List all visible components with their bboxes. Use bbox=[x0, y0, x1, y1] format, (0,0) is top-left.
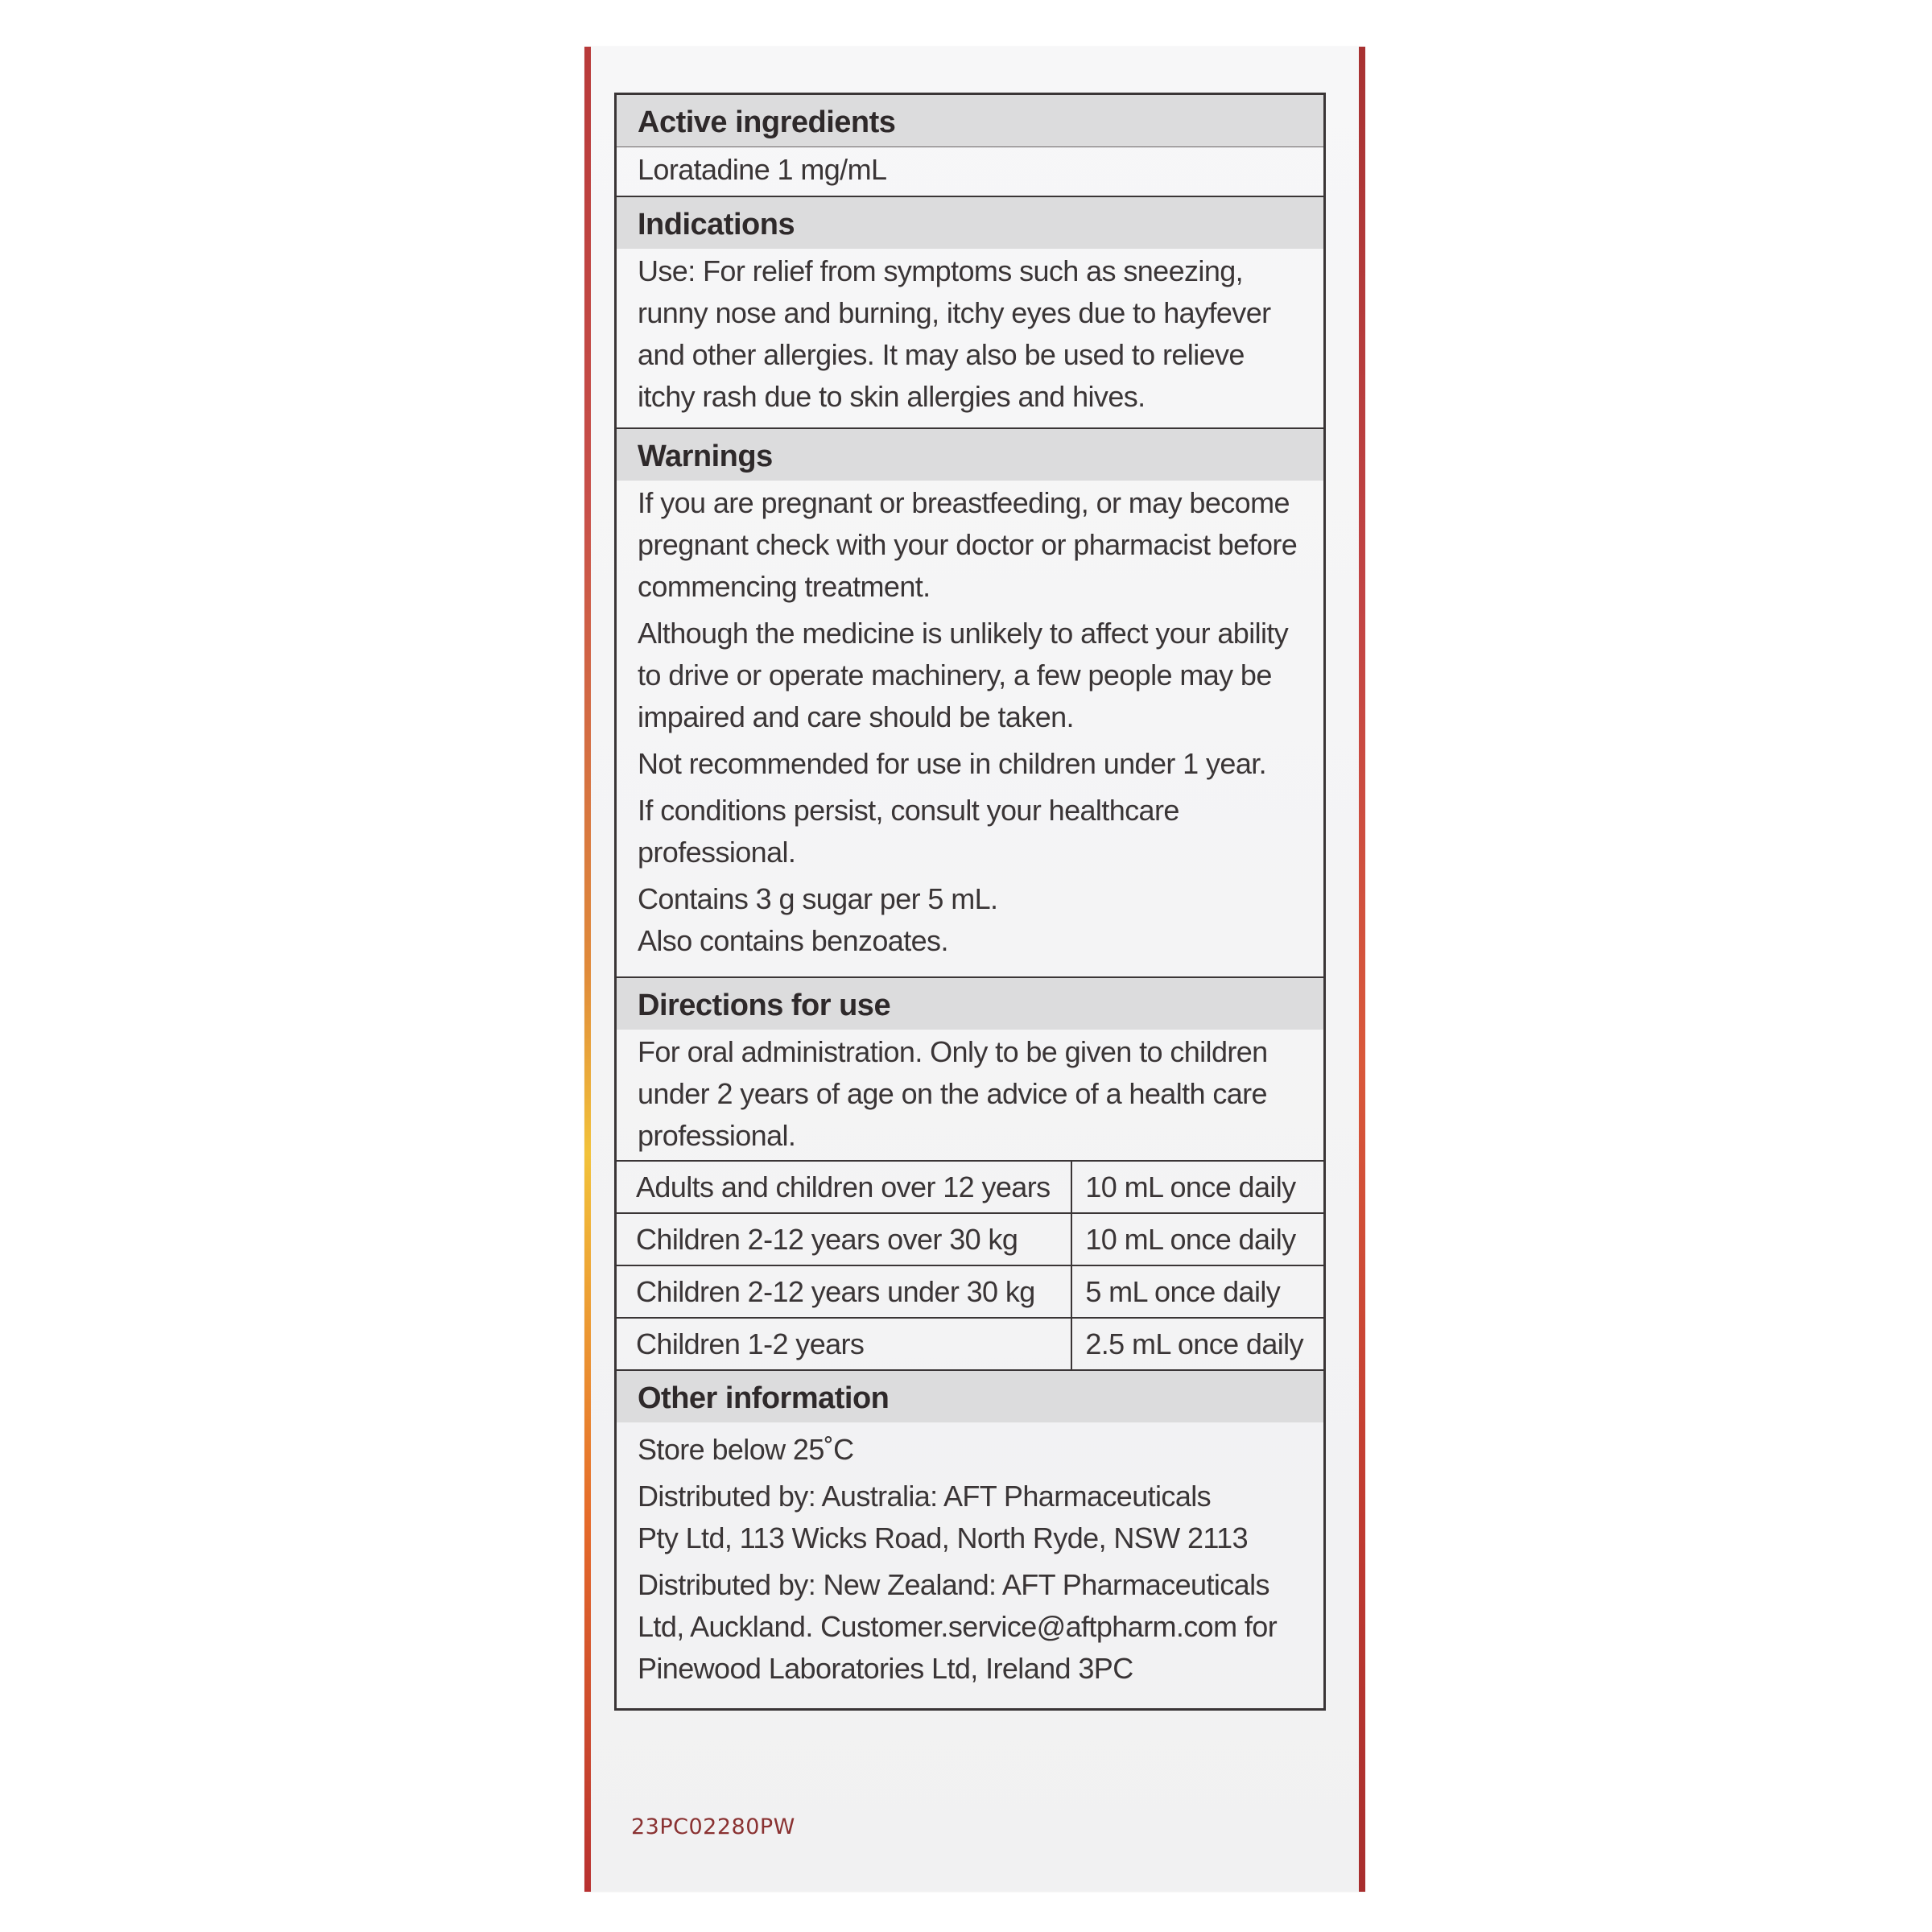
dosage-amount: 2.5 mL once daily bbox=[1071, 1318, 1323, 1369]
information-table bbox=[614, 93, 1326, 1711]
dosage-group: Adults and children over 12 years bbox=[617, 1161, 1071, 1213]
dosage-table bbox=[617, 1160, 1323, 1369]
table-row bbox=[617, 1318, 1323, 1369]
warning-children: Not recommended for use in children under 1 year. bbox=[638, 747, 1267, 780]
distributor-australia: Distributed by: Australia: AFT Pharmaceuticals Pty Ltd, 113 Wicks Road, North Ryde, NSW 2113 bbox=[638, 1480, 1248, 1554]
dosage-group: Children 1-2 years bbox=[617, 1318, 1071, 1369]
dosage-amount: 10 mL once daily bbox=[1071, 1161, 1323, 1213]
active-ingredients-text: Loratadine 1 mg/mL bbox=[638, 153, 887, 186]
other-information-heading: Other information bbox=[617, 1371, 1323, 1422]
table-row bbox=[617, 1265, 1323, 1318]
warnings-text bbox=[617, 481, 1323, 976]
dosage-group: Children 2-12 years under 30 kg bbox=[617, 1265, 1071, 1318]
warning-persist: If conditions persist, consult your healthcare professional. bbox=[638, 794, 1179, 869]
warning-contents: Contains 3 g sugar per 5 mL. Also contains benzoates. bbox=[638, 882, 998, 957]
dosage-amount: 10 mL once daily bbox=[1071, 1213, 1323, 1265]
table-row bbox=[617, 1161, 1323, 1213]
warning-machinery: Although the medicine is unlikely to affect your ability to drive or operate machinery, a few people may be impaired and care should be taken. bbox=[638, 617, 1289, 733]
storage-text: Store below 25˚C bbox=[638, 1433, 854, 1466]
distributor-new-zealand: Distributed by: New Zealand: AFT Pharmaceuticals Ltd, Auckland. Customer.service@aftpharm.com for Pinewood Laboratories Ltd, Ireland 3PC bbox=[638, 1568, 1278, 1685]
carton-edge-right bbox=[1359, 47, 1365, 1892]
directions-heading: Directions for use bbox=[617, 978, 1323, 1030]
table-row bbox=[617, 1213, 1323, 1265]
indications-text: Use: For relief from symptoms such as sneezing, runny nose and burning, itchy eyes due to hayfever and other allergies. It may also be used to relieve itchy rash due to skin allergies and hives. bbox=[638, 254, 1271, 413]
warning-pregnancy: If you are pregnant or breastfeeding, or may become pregnant check with your doctor or pharmacist before commencing treatment. bbox=[638, 486, 1298, 603]
active-ingredients-heading: Active ingredients bbox=[617, 95, 1323, 147]
carton-edge-left bbox=[584, 47, 591, 1892]
directions-text: For oral administration. Only to be given to children under 2 years of age on the advice of a health care professional. bbox=[638, 1035, 1268, 1152]
product-code: 23PC02280PW bbox=[631, 1814, 795, 1839]
dosage-group: Children 2-12 years over 30 kg bbox=[617, 1213, 1071, 1265]
warnings-heading: Warnings bbox=[617, 429, 1323, 481]
other-information-text bbox=[617, 1422, 1323, 1704]
dosage-amount: 5 mL once daily bbox=[1071, 1265, 1323, 1318]
indications-heading: Indications bbox=[617, 197, 1323, 249]
